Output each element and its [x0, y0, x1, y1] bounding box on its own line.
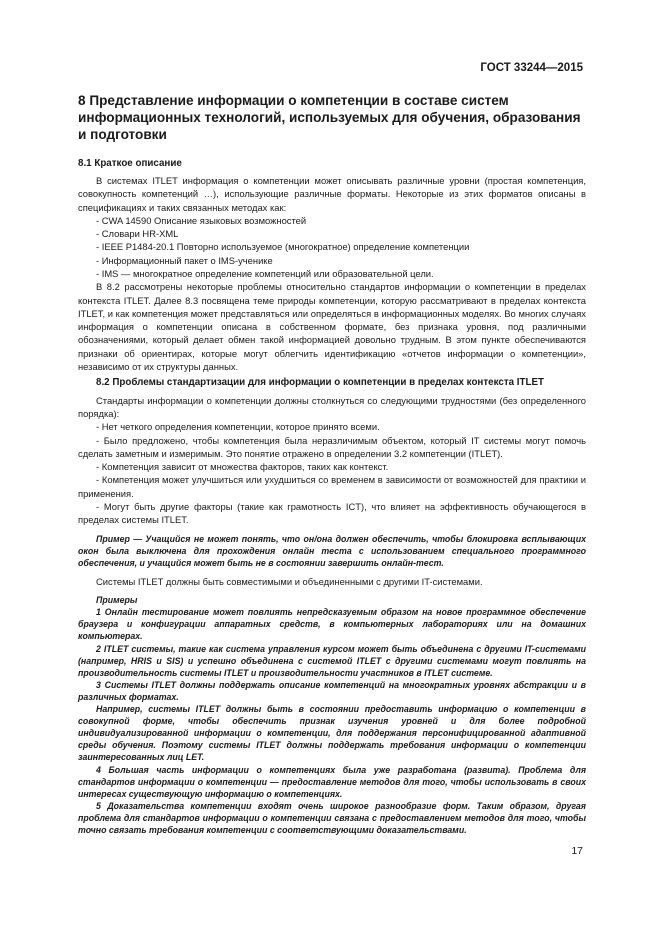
list-item: - CWA 14590 Описание языковых возможностей — [96, 214, 307, 226]
list-item: - Было предложено, чтобы компетенция была неразличимым объектом, который IT системы могут помочь сделать заметным и измеримым. Это понятие отражено в определении 3.2 компетенции (ITLET). — [78, 434, 586, 459]
paragraph: Системы ITLET должны быть совместимыми и объединенными с другими IT-системами. — [96, 575, 483, 587]
standard-code: ГОСТ 33244—2015 — [480, 62, 583, 74]
list-item: - IEEE P1484-20.1 Повторно используемое (многократное) определение компетенции — [96, 241, 470, 253]
list-item: - Нет четкого определения компетенции, которое принято всеми. — [96, 421, 380, 433]
list-item: - Компетенция зависит от множества факторов, таких как контекст. — [96, 461, 389, 473]
example-note: Пример — Учащийся не может понять, что он/она должен обеспечить, чтобы блокировка всплывающих окон была выключена для прохождения онлайн теста с использованием специального программного обеспечения, и учащийся может быть не в состоянии завершить онлайн-тест. — [78, 533, 586, 568]
paragraph: В системах ITLET информация о компетенции может описывать различные уровни (простая компетенция, совокупность компетенций …), использующие различные форматы. Некоторые из этих форматов описаны в спецификациях и таких связанных методах как: — [78, 174, 586, 213]
paragraph: Стандарты информации о компетенции должны столкнуться со следующими трудностями (без определенного порядка): — [78, 394, 586, 419]
example-item: Например, системы ITLET должны быть в состоянии предоставить информацию о компетенции в совокупной форме, чтобы обеспечить признак изучения уровней и для более подробной индивидуализированной информации о компетенции, для поддержания персонифицированной адаптивной среды обучения. Поэтому системы ITLET должны поддержать требования информации о компетенции заинтересованных лиц LET. — [78, 704, 586, 763]
page-content — [78, 92, 586, 836]
examples-heading: Примеры — [96, 595, 138, 606]
example-item: 1 Онлайн тестирование может повлиять непредсказуемым образом на новое программное обеспечение браузера и конфигурации аппаратных средств, в компьютерных лабораториях или на домашних компьютерах. — [78, 607, 586, 642]
subsection-8-2-title: 8.2 Проблемы стандартизации для информации о компетенции в пределах контекста ITLET — [96, 377, 545, 389]
subsection-8-1-title: 8.1 Краткое описание — [78, 157, 182, 169]
list-item: - IMS — многократное определение компетенций или образовательной цели. — [96, 267, 434, 279]
example-item: 4 Большая часть информации о компетенциях была уже разработана (развита). Проблема для стандартов информации о компетенции — предоставление методов для того, чтобы использовать в своих интересах существующую информацию о компетенциях. — [78, 764, 586, 799]
paragraph: В 8.2 рассмотрены некоторые проблемы относительно стандартов информации о компетенции в пределах контекста ITLET. Далее 8.3 посвящена теме природы компетенции, которую рассматривают в пределах контекста ITLET, и как компетенция может представляться или определяться в информационных моделях. Во многих случаях информация о компетенции описана в собственном формате, без признака уровня, под различными обозначениями, который делает обмен такой информацией довольно трудным. В этом пункте обеспечиваются признаки об ориентирах, которые могут облегчить идентификацию «отчетов информации о компетенции», независимо от их структуры данных. — [78, 281, 586, 373]
list-item: - Информационный пакет о IMS-ученике — [96, 254, 273, 266]
example-item: 5 Доказательства компетенции входят очень широкое разнообразие форм. Таким образом, другая проблема для стандартов информации о компетенции связана с предоставлением методов для того, чтобы точно связать требования компетенции с соответствующими доказательствами. — [78, 800, 586, 835]
list-item: - Компетенция может улучшиться или ухудшиться со временем в зависимости от возможностей для практики и применения. — [78, 474, 586, 499]
list-item: - Могут быть другие факторы (такие как грамотность ICT), что влияет на эффективность обучающегося в пределах системы ITLET. — [78, 501, 586, 526]
example-item: 3 Системы ITLET должны поддержать описание компетенций на многократных уровнях абстракции и в различных форматах. — [78, 679, 586, 702]
example-item: 2 ITLET системы, такие как система управления курсом может быть объединена с другими IT-системами (например, HRIS и SIS) и успешно объединена с системой ITLET с другими системами могут повлиять на производительность системы ITLET и производительности участников в ITLET системе. — [78, 643, 586, 678]
section-title: 8 Представление информации о компетенции в составе систем информационных технологий, используемых для обучения, образования и подготовки — [78, 93, 581, 143]
page-number: 17 — [571, 845, 583, 857]
list-item: - Словари HR-XML — [96, 228, 179, 240]
